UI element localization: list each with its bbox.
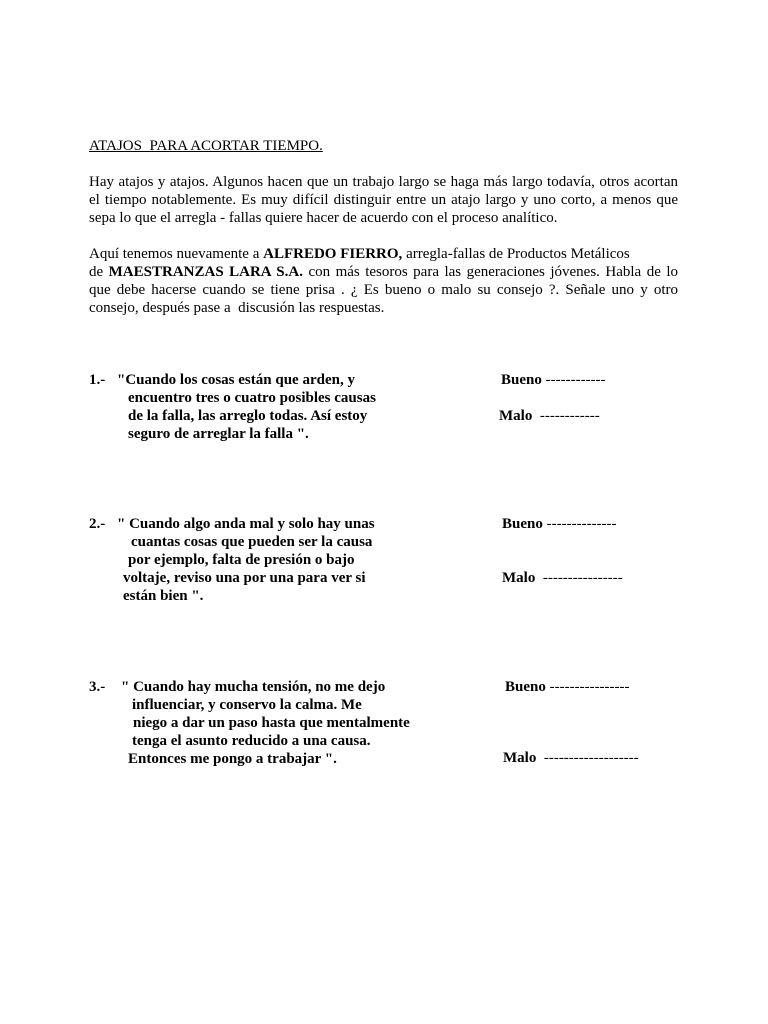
good-label: Bueno bbox=[502, 516, 543, 532]
company-name: MAESTRANZAS LARA S.A. bbox=[108, 264, 303, 280]
bad-answer-line[interactable] bbox=[499, 407, 600, 425]
context-text-a: Aquí tenemos nuevamente a bbox=[89, 246, 264, 262]
context-line-4: consejo, después pase a discusión las respuestas. bbox=[89, 300, 385, 316]
bad-answer-line[interactable] bbox=[502, 569, 623, 587]
question-number: 1.- bbox=[89, 372, 106, 388]
bad-label: Malo bbox=[502, 570, 536, 586]
question-line: " Cuando algo anda mal y solo hay unas bbox=[117, 516, 375, 532]
question-line: están bien ". bbox=[123, 588, 204, 604]
question-number: 2.- bbox=[89, 516, 106, 532]
context-text-b: arregla-fallas de Productos Metálicos bbox=[402, 246, 630, 262]
question-line: niego a dar un paso hasta que mentalmente bbox=[133, 715, 410, 731]
person-name: ALFREDO FIERRO, bbox=[263, 246, 403, 262]
bad-blank[interactable]: ------------------- bbox=[536, 750, 639, 766]
context-text-c: de bbox=[89, 264, 109, 280]
context-text-d: con más tesoros para las generaciones jóvenes. Habla de lo bbox=[302, 264, 678, 280]
good-blank[interactable]: ---------------- bbox=[545, 679, 630, 695]
context-line-2 bbox=[89, 263, 678, 281]
question-line: Entonces me pongo a trabajar ". bbox=[128, 751, 337, 767]
question-line: encuentro tres o cuatro posibles causas bbox=[128, 390, 376, 406]
good-blank[interactable]: ------------ bbox=[541, 372, 606, 388]
bad-answer-line[interactable] bbox=[503, 749, 639, 767]
question-line: seguro de arreglar la falla ". bbox=[128, 426, 309, 442]
good-answer-line[interactable] bbox=[501, 371, 606, 389]
question-line: tenga el asunto reducido a una causa. bbox=[132, 733, 371, 749]
context-paragraph bbox=[89, 245, 678, 317]
good-answer-line[interactable] bbox=[502, 515, 617, 533]
bad-label: Malo bbox=[503, 750, 537, 766]
good-label: Bueno bbox=[501, 372, 542, 388]
question-line: cuantas cosas que pueden ser la causa bbox=[131, 534, 373, 550]
question-line: de la falla, las arreglo todas. Así estoy bbox=[128, 408, 368, 424]
context-line-1 bbox=[89, 245, 678, 263]
good-answer-line[interactable] bbox=[505, 678, 630, 696]
bad-blank[interactable]: ------------ bbox=[532, 408, 600, 424]
question-line: influenciar, y conservo la calma. Me bbox=[132, 697, 362, 713]
intro-paragraph: Hay atajos y atajos. Algunos hacen que un trabajo largo se haga más largo todavía, otros acortan el tiempo notablemente. Es muy difícil distinguir entre un atajo largo y uno corto, a menos que sepa lo que el arregla - fallas quiere hacer de acuerdo con el proceso analítico. bbox=[89, 174, 678, 226]
good-label: Bueno bbox=[505, 679, 546, 695]
bad-blank[interactable]: ---------------- bbox=[535, 570, 623, 586]
question-line: "Cuando los cosas están que arden, y bbox=[117, 372, 355, 388]
question-line: voltaje, reviso una por una para ver si bbox=[123, 570, 366, 586]
good-blank[interactable]: -------------- bbox=[542, 516, 617, 532]
context-line-3: que debe hacerse cuando se tiene prisa . ¿ Es bueno o malo su consejo ?. Señale uno y otro bbox=[89, 282, 678, 298]
question-line: " Cuando hay mucha tensión, no me dejo bbox=[121, 679, 386, 695]
bad-label: Malo bbox=[499, 408, 533, 424]
question-number: 3.- bbox=[89, 679, 106, 695]
question-line: por ejemplo, falta de presión o bajo bbox=[128, 552, 355, 568]
document-title: ATAJOS PARA ACORTAR TIEMPO. bbox=[89, 138, 323, 154]
